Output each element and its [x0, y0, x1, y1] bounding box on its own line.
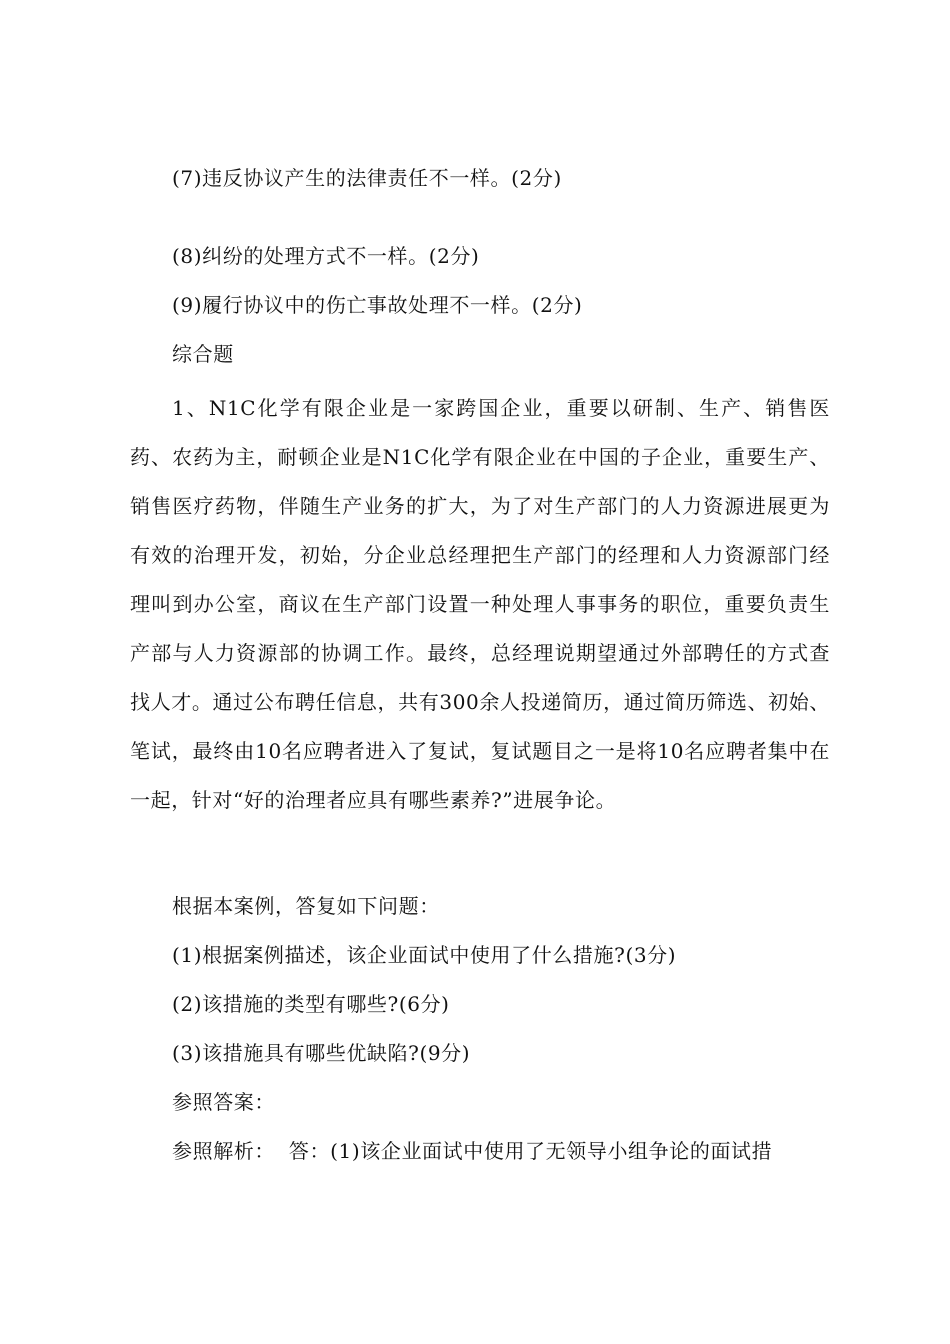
- item-8: (8)纠纷的处理方式不一样。(2分): [172, 244, 480, 268]
- case-paragraph: 1、N1C化学有限企业是一家跨国企业，重要以研制、生产、销售医药、农药为主，耐顿企业是N1C化学有限企业在中国的子企业，重要生产、销售医疗药物，伴随生产业务的扩大，为了对生产部门的人力资源进展更为有效的治理开发，初始，分企业总经理把生产部门的经理和人力资源部门经理叫到办公室，商议在生产部门设置一种处理人事事务的职位，重要负责生产部与人力资源部的协调工作。最终，总经理说期望通过外部聘任的方式查找人才。通过公布聘任信息，共有300余人投递简历，通过简历筛选、初始、笔试，最终由10名应聘者进入了复试，复试题目之一是将10名应聘者集中在一起，针对“好的治理者应具有哪些素养?”进展争论。: [130, 396, 830, 812]
- item-9: (9)履行协议中的伤亡事故处理不一样。(2分): [172, 293, 583, 317]
- question-1: (1)根据案例描述，该企业面试中使用了什么措施?(3分): [172, 943, 677, 967]
- analysis-line: 参照解析： 答：(1)该企业面试中使用了无领导小组争论的面试措: [172, 1139, 773, 1163]
- section-title: 综合题: [172, 342, 234, 366]
- question-2: (2)该措施的类型有哪些?(6分): [172, 992, 450, 1016]
- questions-intro: 根据本案例，答复如下问题：: [172, 894, 440, 918]
- reference-answer-label: 参照答案：: [172, 1090, 275, 1114]
- question-3: (3)该措施具有哪些优缺陷?(9分): [172, 1041, 471, 1065]
- item-7: (7)违反协议产生的法律责任不一样。(2分): [172, 166, 562, 190]
